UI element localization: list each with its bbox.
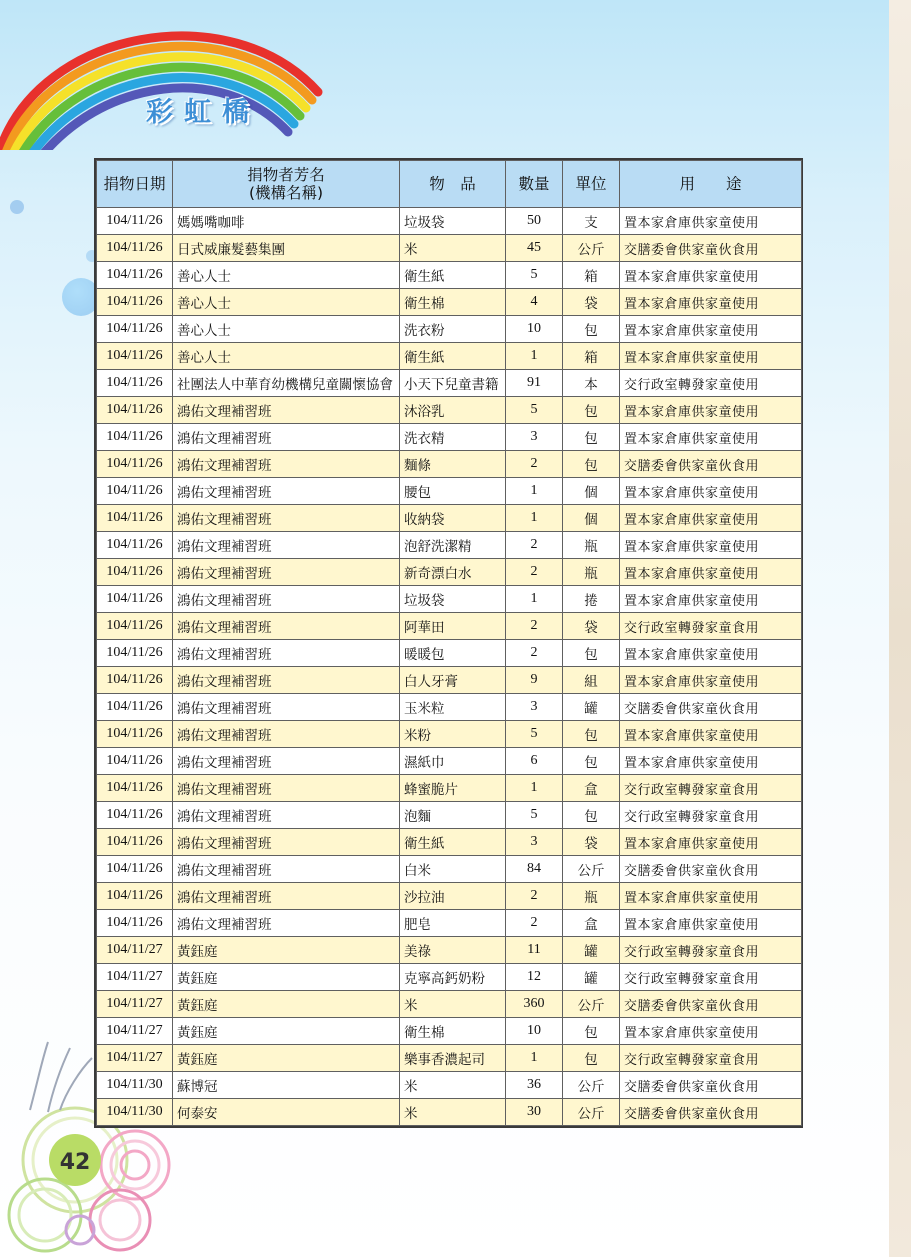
page-edge-strip: [889, 0, 911, 1257]
cell-use: 置本家倉庫供家童使用: [620, 262, 802, 289]
cell-date: 104/11/26: [97, 775, 173, 802]
table-row: [97, 1018, 802, 1045]
cell-quantity: 91: [506, 370, 563, 397]
cell-item: 米粉: [400, 721, 506, 748]
cell-use: 置本家倉庫供家童使用: [620, 883, 802, 910]
cell-item: 沐浴乳: [400, 397, 506, 424]
table-row: [97, 1072, 802, 1099]
cell-donor: 鴻佑文理補習班: [173, 802, 400, 829]
cell-use: 交行政室轉發家童使用: [620, 370, 802, 397]
cell-donor: 鴻佑文理補習班: [173, 451, 400, 478]
cell-quantity: 2: [506, 883, 563, 910]
cell-quantity: 360: [506, 991, 563, 1018]
cell-item: 洗衣精: [400, 424, 506, 451]
cell-date: 104/11/26: [97, 289, 173, 316]
cell-item: 衛生紙: [400, 262, 506, 289]
cell-unit: 包: [563, 802, 620, 829]
cell-quantity: 2: [506, 532, 563, 559]
cell-unit: 袋: [563, 829, 620, 856]
cell-unit: 公斤: [563, 856, 620, 883]
cell-date: 104/11/26: [97, 478, 173, 505]
cell-quantity: 30: [506, 1099, 563, 1126]
cell-unit: 包: [563, 397, 620, 424]
table-row: [97, 559, 802, 586]
cell-date: 104/11/26: [97, 856, 173, 883]
cell-use: 置本家倉庫供家童使用: [620, 532, 802, 559]
cell-unit: 罐: [563, 964, 620, 991]
cell-donor: 蘇博冠: [173, 1072, 400, 1099]
cell-quantity: 1: [506, 1045, 563, 1072]
cell-unit: 罐: [563, 694, 620, 721]
cell-donor: 鴻佑文理補習班: [173, 775, 400, 802]
cell-unit: 盒: [563, 910, 620, 937]
cell-quantity: 1: [506, 586, 563, 613]
cell-donor: 鴻佑文理補習班: [173, 910, 400, 937]
cell-quantity: 2: [506, 910, 563, 937]
cell-donor: 鴻佑文理補習班: [173, 640, 400, 667]
col-header-donor: 捐物者芳名 (機構名稱): [173, 161, 400, 208]
cell-use: 置本家倉庫供家童使用: [620, 397, 802, 424]
cell-unit: 包: [563, 1045, 620, 1072]
cell-quantity: 3: [506, 694, 563, 721]
cell-donor: 鴻佑文理補習班: [173, 721, 400, 748]
cell-item: 衛生棉: [400, 289, 506, 316]
cell-quantity: 84: [506, 856, 563, 883]
cell-donor: 鴻佑文理補習班: [173, 478, 400, 505]
table-row: [97, 667, 802, 694]
cell-donor: 黃鈺庭: [173, 991, 400, 1018]
table-row: [97, 316, 802, 343]
cell-date: 104/11/27: [97, 1045, 173, 1072]
cell-item: 垃圾袋: [400, 586, 506, 613]
cell-item: 阿華田: [400, 613, 506, 640]
cell-unit: 包: [563, 640, 620, 667]
cell-item: 肥皂: [400, 910, 506, 937]
cell-quantity: 1: [506, 478, 563, 505]
cell-date: 104/11/26: [97, 586, 173, 613]
cell-date: 104/11/27: [97, 937, 173, 964]
cell-item: 收納袋: [400, 505, 506, 532]
decorative-bubble: [10, 200, 24, 214]
cell-use: 置本家倉庫供家童使用: [620, 316, 802, 343]
cell-date: 104/11/26: [97, 532, 173, 559]
cell-quantity: 5: [506, 802, 563, 829]
cell-date: 104/11/26: [97, 910, 173, 937]
cell-item: 蜂蜜脆片: [400, 775, 506, 802]
cell-date: 104/11/26: [97, 721, 173, 748]
cell-use: 交行政室轉發家童食用: [620, 802, 802, 829]
col-header-use: 用 途: [620, 161, 802, 208]
cell-use: 置本家倉庫供家童使用: [620, 667, 802, 694]
cell-donor: 鴻佑文理補習班: [173, 532, 400, 559]
cell-use: 交膳委會供家童伙食用: [620, 235, 802, 262]
cell-donor: 黃鈺庭: [173, 937, 400, 964]
cell-donor: 鴻佑文理補習班: [173, 424, 400, 451]
cell-quantity: 12: [506, 964, 563, 991]
cell-use: 交膳委會供家童伙食用: [620, 856, 802, 883]
cell-quantity: 2: [506, 559, 563, 586]
cell-date: 104/11/26: [97, 883, 173, 910]
cell-quantity: 10: [506, 1018, 563, 1045]
cell-date: 104/11/26: [97, 559, 173, 586]
table-row: [97, 910, 802, 937]
cell-quantity: 5: [506, 262, 563, 289]
cell-date: 104/11/27: [97, 1018, 173, 1045]
cell-unit: 箱: [563, 262, 620, 289]
table-row: [97, 775, 802, 802]
cell-item: 洗衣粉: [400, 316, 506, 343]
cell-date: 104/11/26: [97, 613, 173, 640]
cell-date: 104/11/30: [97, 1072, 173, 1099]
cell-quantity: 1: [506, 343, 563, 370]
col-header-item: 物 品: [400, 161, 506, 208]
cell-donor: 鴻佑文理補習班: [173, 667, 400, 694]
cell-date: 104/11/26: [97, 451, 173, 478]
table-row: [97, 208, 802, 235]
table-row: [97, 829, 802, 856]
cell-unit: 公斤: [563, 1072, 620, 1099]
table-row: [97, 505, 802, 532]
cell-quantity: 45: [506, 235, 563, 262]
cell-quantity: 11: [506, 937, 563, 964]
table-row: [97, 289, 802, 316]
cell-quantity: 6: [506, 748, 563, 775]
cell-date: 104/11/30: [97, 1099, 173, 1126]
cell-item: 美祿: [400, 937, 506, 964]
cell-item: 衛生紙: [400, 343, 506, 370]
cell-unit: 袋: [563, 289, 620, 316]
cell-date: 104/11/26: [97, 235, 173, 262]
col-header-date: 捐物日期: [97, 161, 173, 208]
cell-item: 暖暖包: [400, 640, 506, 667]
cell-use: 置本家倉庫供家童使用: [620, 1018, 802, 1045]
cell-donor: 鴻佑文理補習班: [173, 505, 400, 532]
cell-unit: 瓶: [563, 532, 620, 559]
cell-date: 104/11/26: [97, 640, 173, 667]
cell-donor: 善心人士: [173, 316, 400, 343]
table-header-row: [97, 161, 802, 208]
cell-unit: 包: [563, 316, 620, 343]
cell-quantity: 9: [506, 667, 563, 694]
cell-donor: 善心人士: [173, 262, 400, 289]
cell-donor: 鴻佑文理補習班: [173, 883, 400, 910]
cell-unit: 包: [563, 748, 620, 775]
table-row: [97, 640, 802, 667]
cell-unit: 袋: [563, 613, 620, 640]
cell-quantity: 2: [506, 613, 563, 640]
cell-date: 104/11/26: [97, 343, 173, 370]
cell-unit: 箱: [563, 343, 620, 370]
cell-use: 置本家倉庫供家童使用: [620, 478, 802, 505]
cell-item: 米: [400, 1072, 506, 1099]
table-row: [97, 856, 802, 883]
cell-item: 沙拉油: [400, 883, 506, 910]
cell-use: 交膳委會供家童伙食用: [620, 694, 802, 721]
table-row: [97, 883, 802, 910]
cell-donor: 何泰安: [173, 1099, 400, 1126]
cell-use: 交行政室轉發家童食用: [620, 1045, 802, 1072]
cell-use: 交行政室轉發家童食用: [620, 775, 802, 802]
table-row: [97, 694, 802, 721]
cell-donor: 黃鈺庭: [173, 964, 400, 991]
cell-unit: 公斤: [563, 1099, 620, 1126]
cell-date: 104/11/26: [97, 802, 173, 829]
cell-unit: 捲: [563, 586, 620, 613]
table-row: [97, 964, 802, 991]
cell-unit: 包: [563, 424, 620, 451]
cell-use: 置本家倉庫供家童使用: [620, 721, 802, 748]
table-row: [97, 370, 802, 397]
cell-unit: 盒: [563, 775, 620, 802]
cell-quantity: 1: [506, 505, 563, 532]
cell-date: 104/11/26: [97, 316, 173, 343]
cell-date: 104/11/27: [97, 964, 173, 991]
cell-donor: 黃鈺庭: [173, 1018, 400, 1045]
cell-item: 白米: [400, 856, 506, 883]
cell-date: 104/11/26: [97, 505, 173, 532]
cell-unit: 個: [563, 478, 620, 505]
table-row: [97, 1099, 802, 1126]
cell-date: 104/11/26: [97, 397, 173, 424]
cell-item: 麵條: [400, 451, 506, 478]
cell-use: 交行政室轉發家童食用: [620, 937, 802, 964]
cell-unit: 罐: [563, 937, 620, 964]
cell-quantity: 2: [506, 640, 563, 667]
cell-quantity: 10: [506, 316, 563, 343]
cell-item: 白人牙膏: [400, 667, 506, 694]
cell-date: 104/11/27: [97, 991, 173, 1018]
table-body: [97, 208, 802, 1126]
cell-unit: 包: [563, 1018, 620, 1045]
cell-unit: 支: [563, 208, 620, 235]
cell-unit: 公斤: [563, 235, 620, 262]
cell-item: 泡麵: [400, 802, 506, 829]
col-header-unit: 單位: [563, 161, 620, 208]
cell-unit: 公斤: [563, 991, 620, 1018]
table-row: [97, 532, 802, 559]
cell-unit: 本: [563, 370, 620, 397]
cell-item: 小天下兒童書籍: [400, 370, 506, 397]
cell-quantity: 50: [506, 208, 563, 235]
page-number: 42: [59, 1149, 91, 1175]
table-row: [97, 802, 802, 829]
table-row: [97, 424, 802, 451]
cell-use: 交行政室轉發家童食用: [620, 613, 802, 640]
cell-quantity: 36: [506, 1072, 563, 1099]
cell-date: 104/11/26: [97, 262, 173, 289]
cell-donor: 日式威廉髮藝集團: [173, 235, 400, 262]
cell-use: 交行政室轉發家童食用: [620, 964, 802, 991]
cell-quantity: 5: [506, 721, 563, 748]
cell-donor: 鴻佑文理補習班: [173, 559, 400, 586]
cell-unit: 包: [563, 451, 620, 478]
table-row: [97, 991, 802, 1018]
cell-item: 衛生紙: [400, 829, 506, 856]
table-row: [97, 721, 802, 748]
col-header-quantity: 數量: [506, 161, 563, 208]
cell-donor: 鴻佑文理補習班: [173, 748, 400, 775]
cell-donor: 鴻佑文理補習班: [173, 586, 400, 613]
cell-donor: 鴻佑文理補習班: [173, 397, 400, 424]
cell-use: 交膳委會供家童伙食用: [620, 451, 802, 478]
cell-donor: 鴻佑文理補習班: [173, 829, 400, 856]
table-row: [97, 937, 802, 964]
table-row: [97, 586, 802, 613]
table-row: [97, 343, 802, 370]
cell-date: 104/11/26: [97, 208, 173, 235]
cell-item: 新奇漂白水: [400, 559, 506, 586]
cell-use: 置本家倉庫供家童使用: [620, 559, 802, 586]
cell-quantity: 3: [506, 424, 563, 451]
cell-date: 104/11/26: [97, 370, 173, 397]
cell-donor: 黃鈺庭: [173, 1045, 400, 1072]
table-row: [97, 1045, 802, 1072]
cell-item: 克寧高鈣奶粉: [400, 964, 506, 991]
cell-item: 米: [400, 991, 506, 1018]
cell-item: 米: [400, 1099, 506, 1126]
table-row: [97, 613, 802, 640]
cell-unit: 瓶: [563, 559, 620, 586]
cell-date: 104/11/26: [97, 667, 173, 694]
cell-item: 泡舒洗潔精: [400, 532, 506, 559]
table-row: [97, 478, 802, 505]
cell-date: 104/11/26: [97, 694, 173, 721]
table-row: [97, 748, 802, 775]
cell-quantity: 1: [506, 775, 563, 802]
cell-quantity: 4: [506, 289, 563, 316]
cell-item: 腰包: [400, 478, 506, 505]
cell-item: 衛生棉: [400, 1018, 506, 1045]
cell-use: 置本家倉庫供家童使用: [620, 748, 802, 775]
cell-donor: 鴻佑文理補習班: [173, 694, 400, 721]
cell-use: 置本家倉庫供家童使用: [620, 910, 802, 937]
cell-quantity: 2: [506, 451, 563, 478]
cell-use: 交膳委會供家童伙食用: [620, 991, 802, 1018]
cell-unit: 個: [563, 505, 620, 532]
cell-donor: 媽媽嘴咖啡: [173, 208, 400, 235]
cell-use: 置本家倉庫供家童使用: [620, 343, 802, 370]
cell-date: 104/11/26: [97, 424, 173, 451]
cell-use: 置本家倉庫供家童使用: [620, 289, 802, 316]
cell-donor: 社團法人中華育幼機構兒童關懷協會: [173, 370, 400, 397]
cell-use: 置本家倉庫供家童使用: [620, 586, 802, 613]
cell-use: 交膳委會供家童伙食用: [620, 1099, 802, 1126]
cell-item: 垃圾袋: [400, 208, 506, 235]
table-row: [97, 262, 802, 289]
cell-unit: 包: [563, 721, 620, 748]
cell-use: 置本家倉庫供家童使用: [620, 424, 802, 451]
cell-item: 濕紙巾: [400, 748, 506, 775]
cell-use: 置本家倉庫供家童使用: [620, 640, 802, 667]
cell-item: 米: [400, 235, 506, 262]
cell-unit: 瓶: [563, 883, 620, 910]
table-row: [97, 397, 802, 424]
cell-donor: 鴻佑文理補習班: [173, 856, 400, 883]
table-row: [97, 235, 802, 262]
cell-use: 置本家倉庫供家童使用: [620, 505, 802, 532]
cell-date: 104/11/26: [97, 829, 173, 856]
page-title: 彩虹橋: [146, 97, 260, 128]
cell-date: 104/11/26: [97, 748, 173, 775]
cell-donor: 善心人士: [173, 343, 400, 370]
cell-quantity: 5: [506, 397, 563, 424]
donation-table: [94, 158, 803, 1128]
cell-donor: 善心人士: [173, 289, 400, 316]
cell-unit: 組: [563, 667, 620, 694]
cell-donor: 鴻佑文理補習班: [173, 613, 400, 640]
cell-use: 置本家倉庫供家童使用: [620, 208, 802, 235]
cell-quantity: 3: [506, 829, 563, 856]
cell-item: 樂事香濃起司: [400, 1045, 506, 1072]
cell-use: 置本家倉庫供家童使用: [620, 829, 802, 856]
cell-item: 玉米粒: [400, 694, 506, 721]
cell-use: 交膳委會供家童伙食用: [620, 1072, 802, 1099]
table-row: [97, 451, 802, 478]
